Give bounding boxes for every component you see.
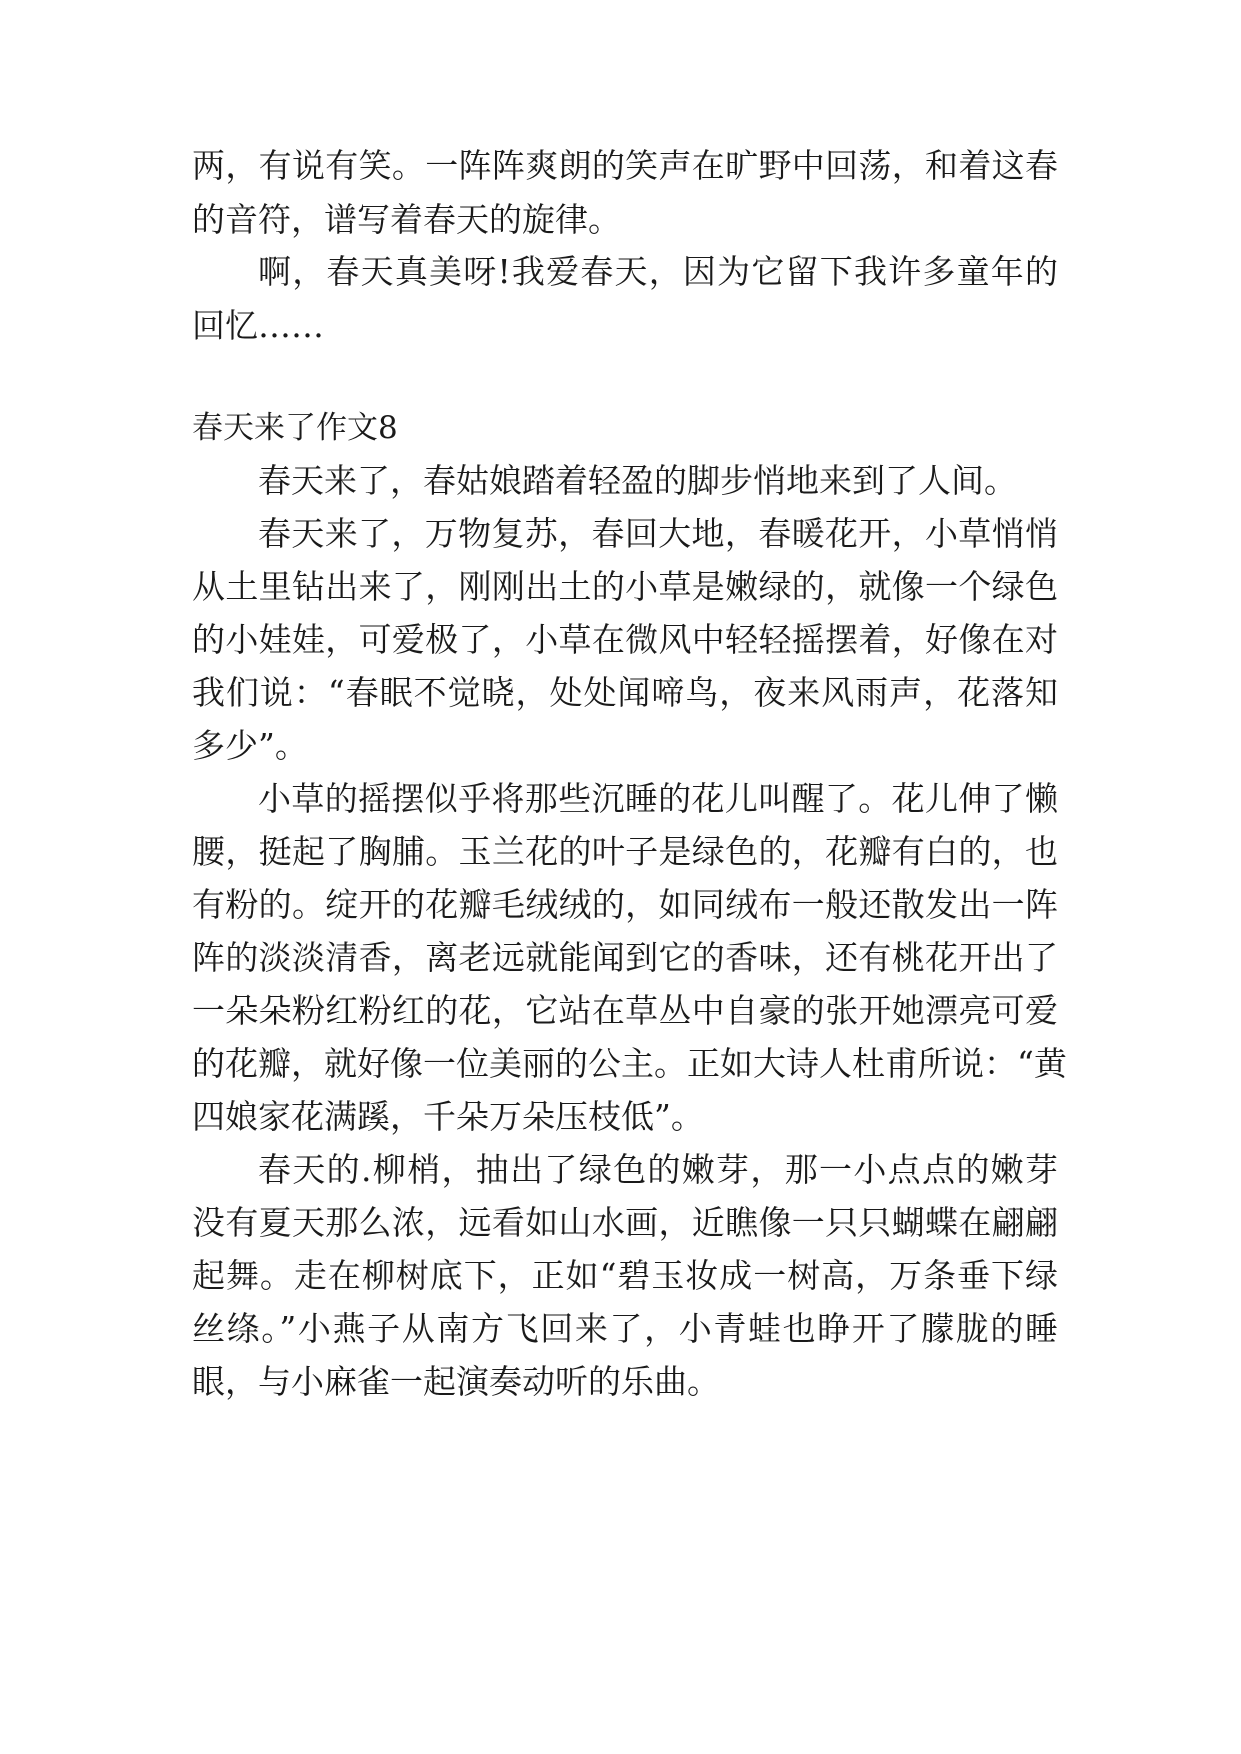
paragraph-line: 啊，春天真美呀!我爱春天，因为它留下我许多童年的 <box>258 252 1058 291</box>
paragraph-line: 阵的淡淡清香，离老远就能闻到它的香味，还有桃花开出了 <box>192 938 1058 977</box>
paragraph-line: 从土里钻出来了，刚刚出土的小草是嫩绿的，就像一个绿色 <box>192 567 1058 606</box>
paragraph-line: 起舞。走在柳树底下，正如“碧玉妆成一树高，万条垂下绿 <box>192 1256 1058 1295</box>
paragraph-line: 春天来了，春姑娘踏着轻盈的脚步悄地来到了人间。 <box>258 461 1017 500</box>
paragraph-line: 的小娃娃，可爱极了，小草在微风中轻轻摇摆着，好像在对 <box>192 620 1058 659</box>
section-heading: 春天来了作文8 <box>192 410 398 446</box>
paragraph-line: 我们说：“春眠不觉晓，处处闻啼鸟，夜来风雨声，花落知 <box>192 673 1058 712</box>
paragraph-line: 四娘家花满蹊，千朵万朵压枝低”。 <box>192 1097 704 1136</box>
paragraph-line: 两，有说有笑。一阵阵爽朗的笑声在旷野中回荡，和着这春 <box>192 146 1058 185</box>
paragraph-line: 一朵朵粉红粉红的花，它站在草丛中自豪的张开她漂亮可爱 <box>192 991 1058 1030</box>
paragraph-line: 春天的.柳梢，抽出了绿色的嫩芽，那一小点点的嫩芽 <box>258 1150 1058 1189</box>
paragraph-line: 的音符，谱写着春天的旋律。 <box>192 200 621 239</box>
paragraph-line: 没有夏天那么浓，远看如山水画，近瞧像一只只蝴蝶在翩翩 <box>192 1203 1058 1242</box>
document-page <box>192 0 1067 1754</box>
paragraph-line: 多少”。 <box>192 726 308 765</box>
paragraph-line: 小草的摇摆似乎将那些沉睡的花儿叫醒了。花儿伸了懒 <box>258 779 1058 818</box>
paragraph-line: 春天来了，万物复苏，春回大地，春暖花开，小草悄悄 <box>258 514 1058 553</box>
paragraph-line: 腰，挺起了胸脯。玉兰花的叶子是绿色的，花瓣有白的，也 <box>192 832 1058 871</box>
paragraph-line: 有粉的。绽开的花瓣毛绒绒的，如同绒布一般还散发出一阵 <box>192 885 1058 924</box>
paragraph-line: 丝绦。”小燕子从南方飞回来了，小青蛙也睁开了朦胧的睡 <box>192 1309 1058 1348</box>
paragraph-line: 的花瓣，就好像一位美丽的公主。正如大诗人杜甫所说：“黄 <box>192 1044 1067 1083</box>
paragraph-line: 回忆…… <box>192 306 324 345</box>
paragraph-line: 眼，与小麻雀一起演奏动听的乐曲。 <box>192 1362 720 1401</box>
